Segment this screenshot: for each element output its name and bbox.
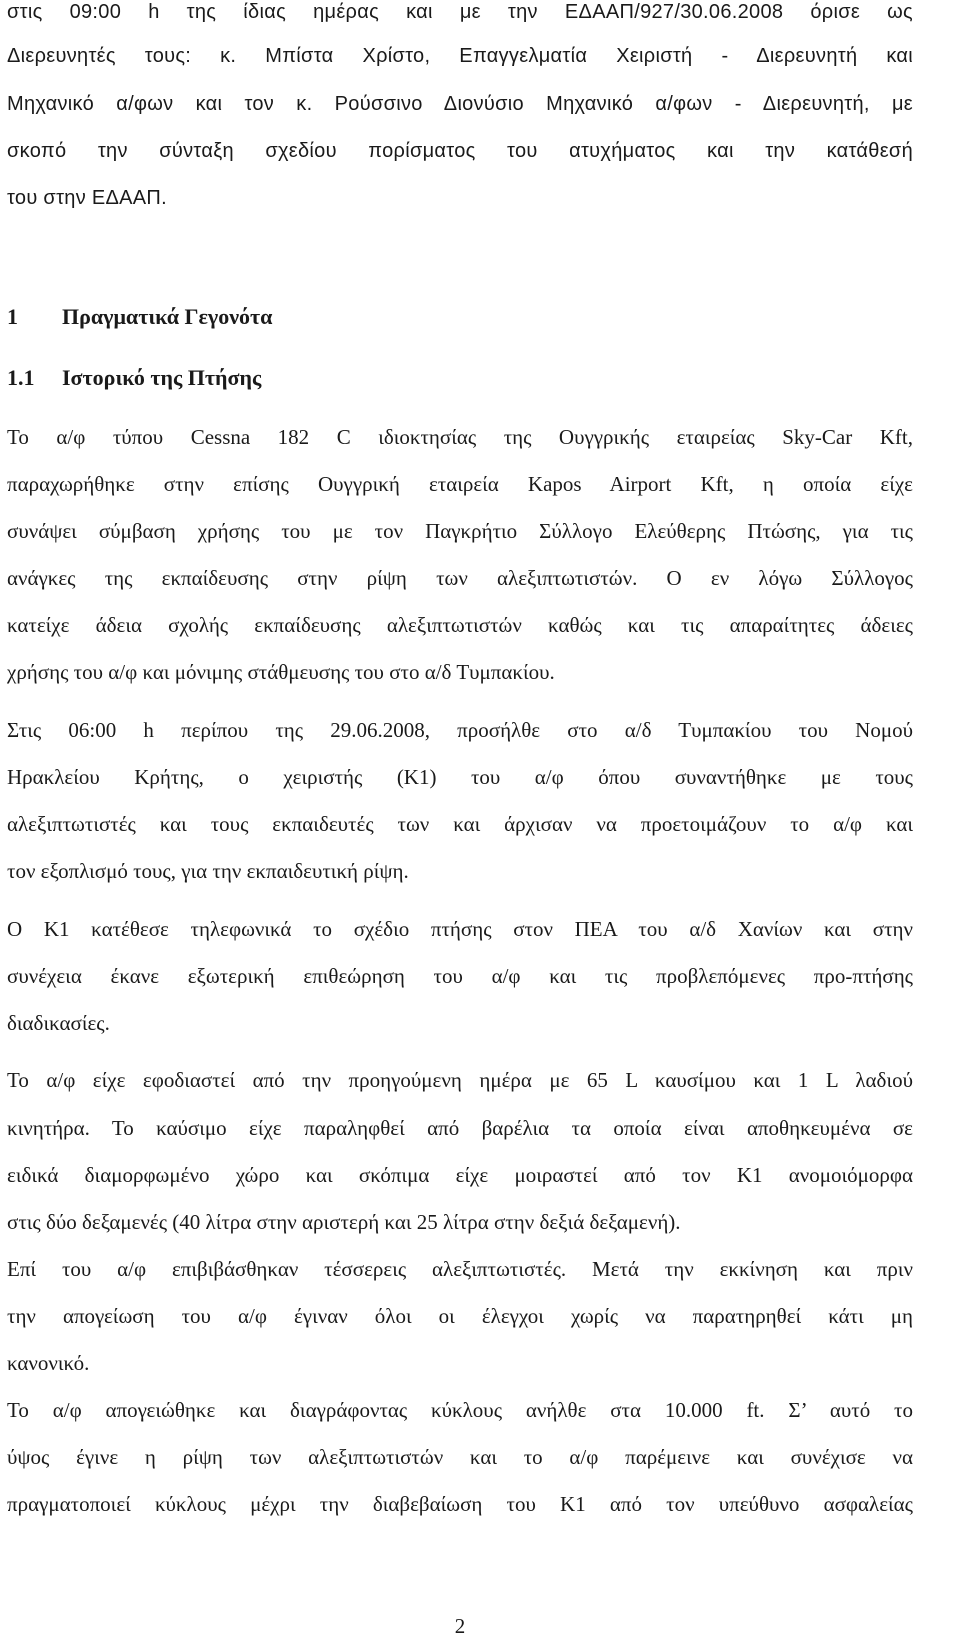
section-title: Ιστορικό της Πτήσης	[62, 365, 262, 390]
p1-line-3: συνάψει σύμβαση χρήσης του με τον Παγκρήτιο Σύλλογο Ελεύθερης Πτώσης, για τις	[7, 519, 913, 543]
p5-line-3: κανονικό.	[7, 1351, 90, 1375]
intro-line-1: στις 09:00 h της ίδιας ημέρας και με την ΕΔΑΑΠ/927/30.06.2008 όρισε ως	[7, 1, 913, 23]
p4-line-1: Το α/φ είχε εφοδιαστεί από την προηγούμενη ημέρα με 65 L καυσίμου και 1 L λαδιού	[7, 1068, 913, 1092]
p2-line-1: Στις 06:00 h περίπου της 29.06.2008, προσήλθε στο α/δ Τυμπακίου του Νομού	[7, 718, 913, 742]
p5-line-2: την απογείωση του α/φ έγιναν όλοι οι έλεγχοι χωρίς να παρατηρηθεί κάτι μη	[7, 1304, 913, 1328]
p1-line-2: παραχωρήθηκε στην επίσης Ουγγρική εταιρεία Kapos Airport Kft, η οποία είχε	[7, 472, 913, 496]
section-heading-1	[7, 302, 272, 332]
page-number: 2	[454, 1614, 466, 1638]
p4-line-2: κινητήρα. Το καύσιμο είχε παραληφθεί από βαρέλια τα οποία είναι αποθηκευμένα σε	[7, 1116, 913, 1140]
p3-line-2: συνέχεια έκανε εξωτερική επιθεώρηση του α/φ και τις προβλεπόμενες προ-πτήσης	[7, 964, 913, 988]
p1-line-4: ανάγκες της εκπαίδευσης στην ρίψη των αλεξιπτωτιστών. Ο εν λόγω Σύλλογος	[7, 566, 913, 590]
p2-line-2: Ηρακλείου Κρήτης, ο χειριστής (Κ1) του α/φ όπου συναντήθηκε με τους	[7, 765, 913, 789]
intro-line-3: Μηχανικό α/φων και τον κ. Ρούσσινο Διονύσιο Μηχανικό α/φων - Διερευνητή, με	[7, 93, 913, 115]
p1-line-1: Το α/φ τύπου Cessna 182 C ιδιοκτησίας της Ουγγρικής εταιρείας Sky-Car Kft,	[7, 425, 913, 449]
section-heading-1-1	[7, 363, 261, 393]
section-number: 1	[7, 304, 18, 329]
intro-line-5: του στην ΕΔΑΑΠ.	[7, 187, 168, 209]
p4-line-3: ειδικά διαμορφωμένο χώρο και σκόπιμα είχε μοιραστεί από τον Κ1 ανομοιόμορφα	[7, 1163, 913, 1187]
intro-line-4: σκοπό την σύνταξη σχεδίου πορίσματος του ατυχήματος και την κατάθεσή	[7, 140, 913, 162]
p4-line-4: στις δύο δεξαμενές (40 λίτρα στην αριστερή και 25 λίτρα στην δεξιά δεξαμενή).	[7, 1210, 681, 1234]
p2-line-4: τον εξοπλισμό τους, για την εκπαιδευτική ρίψη.	[7, 859, 409, 883]
p2-line-3: αλεξιπτωτιστές και τους εκπαιδευτές των και άρχισαν να προετοιμάζουν το α/φ και	[7, 812, 913, 836]
section-number: 1.1	[7, 365, 35, 390]
p6-line-3: πραγματοποιεί κύκλους μέχρι την διαβεβαίωση του Κ1 από τον υπεύθυνο ασφαλείας	[7, 1492, 913, 1516]
p3-line-3: διαδικασίες.	[7, 1011, 110, 1035]
p6-line-1: Το α/φ απογειώθηκε και διαγράφοντας κύκλους ανήλθε στα 10.000 ft. Σ’ αυτό το	[7, 1398, 913, 1422]
p5-line-1: Επί του α/φ επιβιβάσθηκαν τέσσερεις αλεξιπτωτιστές. Μετά την εκκίνηση και πριν	[7, 1257, 913, 1281]
p3-line-1: Ο Κ1 κατέθεσε τηλεφωνικά το σχέδιο πτήσης στον ΠΕΑ του α/δ Χανίων και στην	[7, 917, 913, 941]
section-title: Πραγματικά Γεγονότα	[62, 304, 273, 329]
p6-line-2: ύψος έγινε η ρίψη των αλεξιπτωτιστών και το α/φ παρέμεινε και συνέχισε να	[7, 1445, 913, 1469]
p1-line-5: κατείχε άδεια σχολής εκπαίδευσης αλεξιπτωτιστών καθώς και τις απαραίτητες άδειες	[7, 613, 913, 637]
intro-line-2: Διερευνητές τους: κ. Μπίστα Χρίστο, Επαγγελματία Χειριστή - Διερευνητή και	[7, 45, 913, 67]
p1-line-6: χρήσης του α/φ και μόνιμης στάθμευσης του στο α/δ Τυμπακίου.	[7, 660, 555, 684]
